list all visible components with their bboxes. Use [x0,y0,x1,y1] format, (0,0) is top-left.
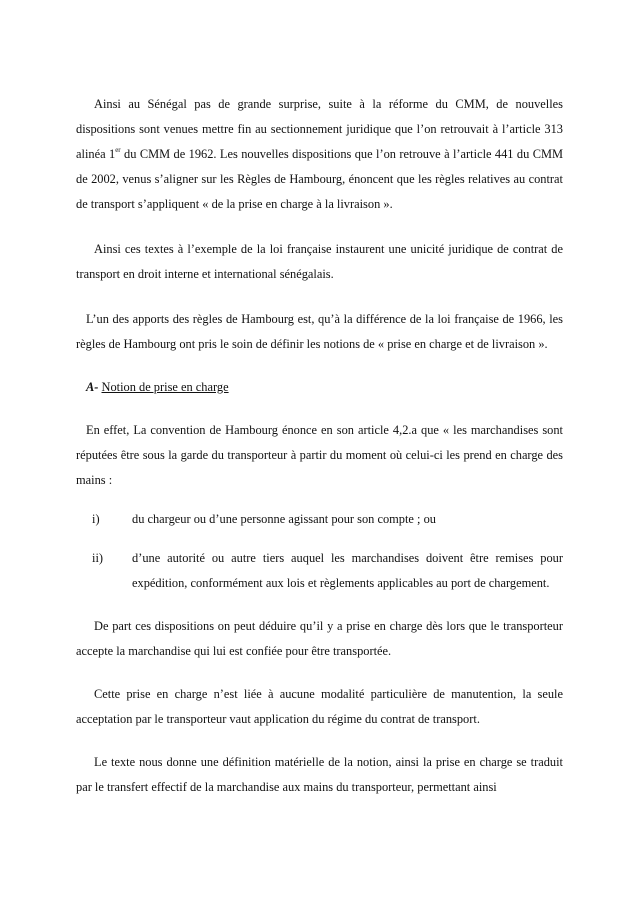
paragraph-article-4: En effet, La convention de Hambourg énonce en son article 4,2.a que « les marchandises sont réputées être sous la garde du transporteur à partir du moment où celui-ci les prend en charge des mains : [76,423,563,487]
list-item [76,507,563,532]
section-heading [76,375,563,400]
paragraph-hamburg-contributions: L’un des apports des règles de Hambourg est, qu’à la différence de la loi française de 1966, les règles de Hambourg ont pris le soin de définir les notions de « prise en charge et de livraison ». [76,312,563,351]
list-item-number: ii) [92,551,104,565]
document-page [76,92,563,800]
paragraph-modality: Cette prise en charge n’est liée à aucune modalité particulière de manutention, la seule acceptation par le transporteur vaut application du régime du contrat de transport. [76,687,563,726]
paragraph-unicity: Ainsi ces textes à l’exemple de la loi française instaurent une unicité juridique de contrat de transport en droit interne et international sénégalais. [76,242,563,281]
list-item-text: d’une autorité ou autre tiers auquel les marchandises doivent être remises pour expédition, conformément aux lois et règlements applicables au port de chargement. [132,551,563,590]
paragraph-senegal-reform [76,92,563,217]
list-item [76,546,563,596]
list-item-text: du chargeur ou d’une personne agissant pour son compte ; ou [132,512,436,526]
list-item-number: i) [92,512,100,526]
paragraph-material-definition: Le texte nous donne une définition matérielle de la notion, ainsi la prise en charge se traduit par le transfert effectif de la marchandise aux mains du transporteur, permettant ainsi [76,755,563,794]
superscript-er: er [115,146,121,154]
paragraph-text: Ainsi au Sénégal pas de grande surprise, suite à la réforme du CMM, de nouvelles dispositions sont venues mettre fin au sectionnement juridique que l’on retrouvait à l’article 313 alinéa 1 [76,97,563,161]
paragraph-text: du CMM de 1962. Les nouvelles dispositions que l’on retrouve à l’article 441 du CMM de 2002, venus s’aligner sur les Règles de Hambourg, énoncent que les règles relatives au contrat de transport s’appliquent « de la prise en charge à la livraison ». [76,147,563,211]
paragraph-deduction: De part ces dispositions on peut déduire qu’il y a prise en charge dès lors que le transporteur accepte la marchandise qui lui est confiée pour être transportée. [76,619,563,658]
section-heading-title: Notion de prise en charge [101,380,229,394]
section-heading-label: A- [86,380,99,394]
